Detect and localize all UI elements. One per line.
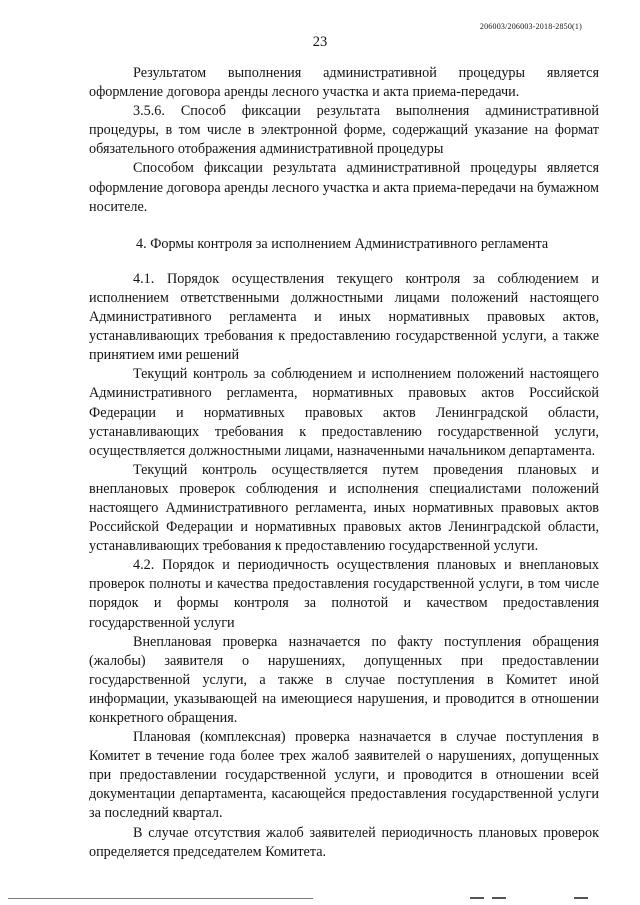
scan-bottom-mark (470, 897, 484, 899)
paragraph-current-control: Текущий контроль за соблюдением и исполнением положений настоящего Административного регламента, нормативных правовых актов Российской Федерации и нормативных правовых актов Ленинградской области, устанавливающих требования к предоставлению государственной услуги, осуществляется должностными лицами, назначенными начальником департамента. (89, 366, 599, 459)
section-heading: 4. Формы контроля за исполнением Административного регламента (136, 235, 549, 252)
paragraph-unscheduled-check: Внеплановая проверка назначается по факту поступления обращения (жалобы) заявителя о нарушениях, допущенных при предоставлении государственной услуги, а также в случае поступления в Комитет иной информации, указывающей на имеющиеся нарушения, и проводится в отношении конкретного обращения. (89, 633, 599, 726)
scan-bottom-mark (492, 897, 506, 899)
scan-bottom-rule (8, 898, 313, 899)
paragraph-fixation-method: Способом фиксации результата административной процедуры является оформление договора аренды лесного участка и акта приема-передачи на бумажном носителе. (89, 160, 599, 215)
paragraph-control-method: Текущий контроль осуществляется путем проведения плановых и внеплановых проверок соблюдения и исполнения специалистами положений настоящего Административного регламента, иных нормативных правовых актов Российской Федерации и нормативных правовых актов Ленинградской области, устанавливающих требования к предоставлению государственной услуги. (89, 461, 599, 555)
document-body (89, 64, 599, 862)
paragraph-3-5-6: 3.5.6. Способ фиксации результата выполнения административной процедуры, в том числе в электронной форме, содержащий указание на формат обязательного отображения административной процедуры (89, 103, 599, 158)
document-id: 206003/206003-2018-2850(1) (479, 22, 582, 31)
paragraph-result: Результатом выполнения административной процедуры является оформление договора аренды лесного участка и акта приема-передачи. (89, 65, 599, 101)
page-number: 23 (312, 34, 328, 50)
paragraph-periodicity: В случае отсутствия жалоб заявителей периодичность плановых проверок определяется председателем Комитета. (89, 824, 599, 860)
paragraph-4-1: 4.1. Порядок осуществления текущего контроля за соблюдением и исполнением ответственными должностными лицами положений настоящего Административного регламента и иных нормативных правовых актов, устанавливающих требования к предоставлению государственной услуги, а также принятием ими решений (89, 270, 599, 364)
scan-bottom-mark (574, 897, 588, 899)
paragraph-4-2: 4.2. Порядок и периодичность осуществления плановых и внеплановых проверок полноты и качества предоставления государственной услуги, в том числе порядок и формы контроля за полнотой и качеством предоставления государственной услуги (89, 557, 599, 631)
paragraph-scheduled-check: Плановая (комплексная) проверка назначается в случае поступления в Комитет в течение года более трех жалоб заявителей о нарушениях, допущенных при предоставлении государственной услуги, и проводится в отношении всей документации департамента, касающейся предоставления государственной услуги за последний квартал. (89, 729, 599, 822)
